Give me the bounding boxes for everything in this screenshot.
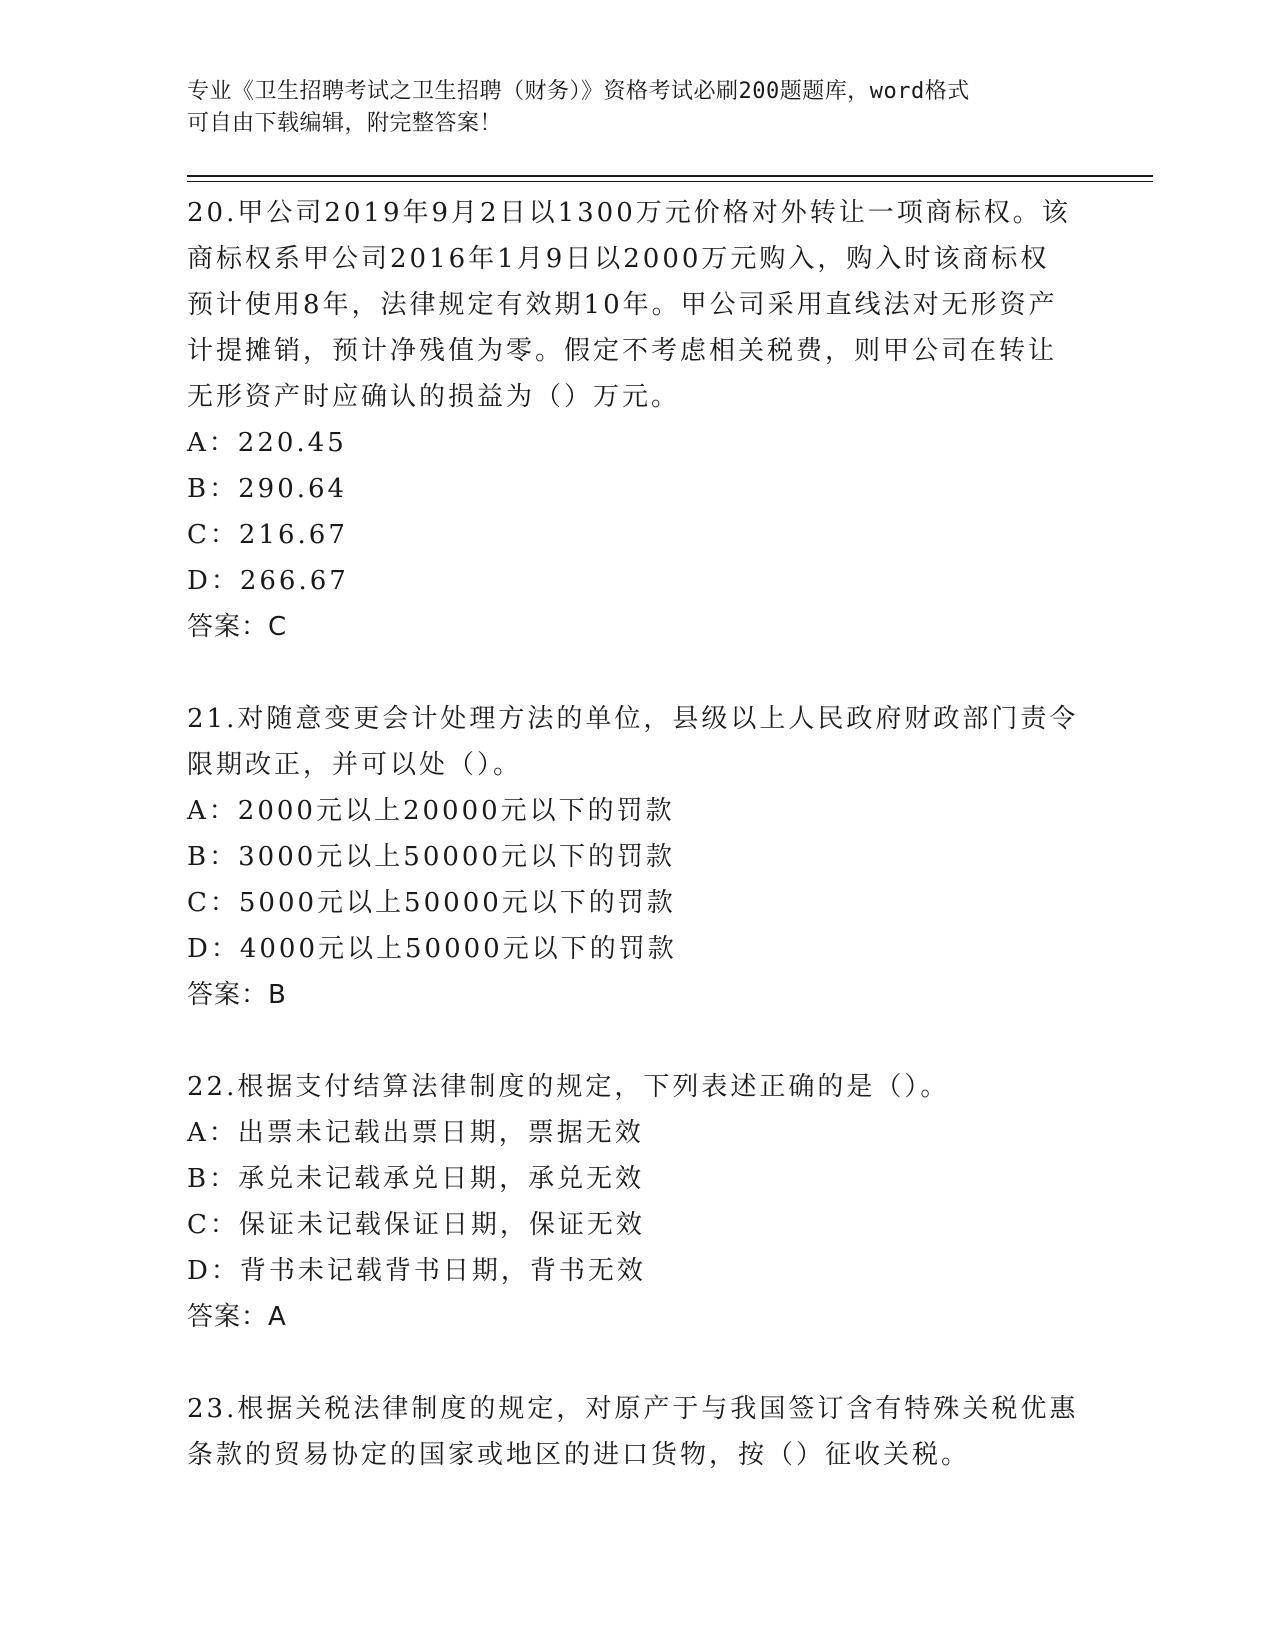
question-text-line: 条款的贸易协定的国家或地区的进口货物，按（）征收关税。 (187, 1440, 971, 1470)
question-spacer (187, 1340, 1087, 1386)
option-d: D：背书未记载背书日期，背书无效 (187, 1256, 646, 1286)
question-spacer (187, 650, 1087, 696)
question-text-line: 21.对随意变更会计处理方法的单位，县级以上人民政府财政部门责令 (187, 704, 1079, 734)
option-d: D：4000元以上50000元以下的罚款 (187, 934, 677, 964)
question-text-line: 预计使用8年，法律规定有效期10年。甲公司采用直线法对无形资产 (187, 290, 1058, 320)
question-text-line: 限期改正，并可以处（）。 (187, 750, 523, 780)
question-22 (187, 1064, 1087, 1340)
answer-line: 答案：B (187, 980, 287, 1010)
option-a: A：出票未记载出票日期，票据无效 (187, 1118, 644, 1148)
question-list (187, 190, 1087, 1478)
option-b: B：承兑未记载承兑日期，承兑无效 (187, 1164, 645, 1194)
question-20 (187, 190, 1087, 650)
question-spacer (187, 1018, 1087, 1064)
question-text-line: 22.根据支付结算法律制度的规定，下列表述正确的是（）。 (187, 1072, 950, 1102)
answer-line: 答案：C (187, 612, 288, 642)
option-d: D：266.67 (187, 566, 349, 596)
question-text-line: 商标权系甲公司2016年1月9日以2000万元购入，购入时该商标权 (187, 244, 1050, 274)
header-line-2: 可自由下载编辑，附完整答案！ (187, 111, 503, 136)
option-a: A：2000元以上20000元以下的罚款 (187, 796, 675, 826)
header-divider-thick (187, 175, 1153, 177)
header-line-1: 专业《卫生招聘考试之卫生招聘（财务）》资格考试必刷200题题库，word格式 (187, 79, 970, 104)
header-divider-thin (187, 181, 1153, 182)
option-b: B：290.64 (187, 474, 348, 504)
option-b: B：3000元以上50000元以下的罚款 (187, 842, 675, 872)
option-c: C：216.67 (187, 520, 348, 550)
answer-line: 答案：A (187, 1302, 287, 1332)
option-a: A：220.45 (187, 428, 347, 458)
option-c: C：5000元以上50000元以下的罚款 (187, 888, 676, 918)
question-text-line: 计提摊销，预计净残值为零。假定不考虑相关税费，则甲公司在转让 (187, 336, 1058, 366)
option-c: C：保证未记载保证日期，保证无效 (187, 1210, 645, 1240)
question-text-line: 23.根据关税法律制度的规定，对原产于与我国签订含有特殊关税优惠 (187, 1394, 1079, 1424)
question-text-line: 20.甲公司2019年9月2日以1300万元价格对外转让一项商标权。该 (187, 198, 1071, 228)
question-21 (187, 696, 1087, 1018)
document-header (187, 76, 1067, 140)
question-text-line: 无形资产时应确认的损益为（）万元。 (187, 382, 681, 412)
question-23 (187, 1386, 1087, 1478)
